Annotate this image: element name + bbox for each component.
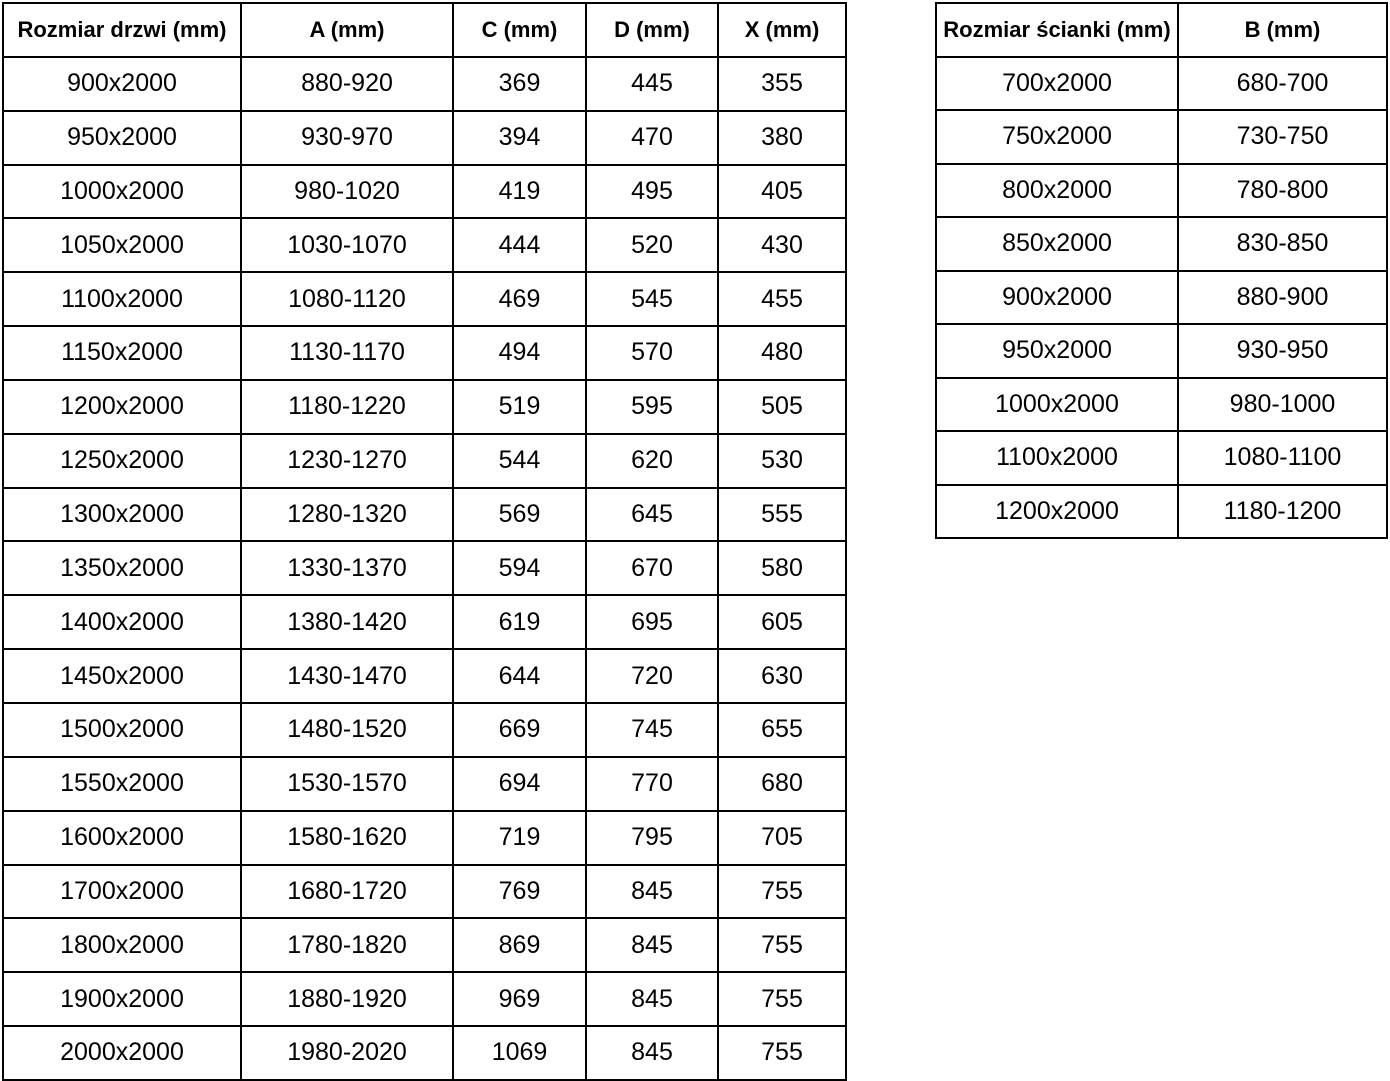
table-cell: 845 [586, 1026, 718, 1080]
table-cell: 745 [586, 703, 718, 757]
door-sizes-table [2, 2, 847, 1081]
table-cell: 800x2000 [936, 164, 1178, 218]
table-cell: 880-920 [241, 57, 453, 111]
table-cell: 755 [718, 918, 846, 972]
table-cell: 594 [453, 541, 586, 595]
table-cell: 1200x2000 [936, 485, 1178, 539]
table-cell: 619 [453, 595, 586, 649]
table-row [936, 217, 1387, 271]
table-cell: 1580-1620 [241, 811, 453, 865]
table-cell: 1069 [453, 1026, 586, 1080]
table-row [936, 431, 1387, 485]
table-cell: 980-1000 [1178, 378, 1387, 432]
table-cell: 369 [453, 57, 586, 111]
table-cell: 545 [586, 272, 718, 326]
column-header: X (mm) [718, 3, 846, 57]
table-row [936, 271, 1387, 325]
column-header: D (mm) [586, 3, 718, 57]
table-cell: 544 [453, 434, 586, 488]
table-cell: 555 [718, 488, 846, 542]
table-cell: 755 [718, 865, 846, 919]
table-cell: 845 [586, 918, 718, 972]
table-cell: 669 [453, 703, 586, 757]
table-cell: 845 [586, 865, 718, 919]
table-row [3, 918, 846, 972]
table-cell: 930-970 [241, 111, 453, 165]
table-cell: 980-1020 [241, 165, 453, 219]
table-cell: 830-850 [1178, 217, 1387, 271]
table-cell: 755 [718, 1026, 846, 1080]
door-table-header-row [3, 3, 846, 57]
table-cell: 1300x2000 [3, 488, 241, 542]
table-cell: 1150x2000 [3, 326, 241, 380]
table-row [3, 434, 846, 488]
table-cell: 1030-1070 [241, 218, 453, 272]
table-cell: 694 [453, 757, 586, 811]
table-cell: 1980-2020 [241, 1026, 453, 1080]
table-cell: 630 [718, 649, 846, 703]
table-cell: 969 [453, 972, 586, 1026]
table-cell: 1600x2000 [3, 811, 241, 865]
column-header: B (mm) [1178, 3, 1387, 57]
table-row [3, 57, 846, 111]
table-cell: 1350x2000 [3, 541, 241, 595]
table-row [936, 485, 1387, 539]
column-header: A (mm) [241, 3, 453, 57]
table-cell: 620 [586, 434, 718, 488]
table-row [936, 164, 1387, 218]
table-cell: 519 [453, 380, 586, 434]
table-cell: 1800x2000 [3, 918, 241, 972]
table-cell: 1000x2000 [3, 165, 241, 219]
table-row [3, 703, 846, 757]
table-row [3, 380, 846, 434]
table-cell: 1700x2000 [3, 865, 241, 919]
table-cell: 495 [586, 165, 718, 219]
table-row [3, 272, 846, 326]
table-cell: 380 [718, 111, 846, 165]
table-row [3, 1026, 846, 1080]
table-row [936, 324, 1387, 378]
table-cell: 494 [453, 326, 586, 380]
table-cell: 1330-1370 [241, 541, 453, 595]
table-row [3, 649, 846, 703]
table-row [3, 326, 846, 380]
table-cell: 1180-1200 [1178, 485, 1387, 539]
table-cell: 645 [586, 488, 718, 542]
table-cell: 950x2000 [3, 111, 241, 165]
table-cell: 455 [718, 272, 846, 326]
table-cell: 1450x2000 [3, 649, 241, 703]
table-cell: 1380-1420 [241, 595, 453, 649]
table-cell: 655 [718, 703, 846, 757]
table-cell: 430 [718, 218, 846, 272]
table-cell: 720 [586, 649, 718, 703]
table-cell: 1130-1170 [241, 326, 453, 380]
table-cell: 1180-1220 [241, 380, 453, 434]
wall-table-header-row [936, 3, 1387, 57]
table-cell: 755 [718, 972, 846, 1026]
table-cell: 1480-1520 [241, 703, 453, 757]
table-cell: 394 [453, 111, 586, 165]
table-cell: 1550x2000 [3, 757, 241, 811]
table-cell: 900x2000 [3, 57, 241, 111]
table-cell: 505 [718, 380, 846, 434]
table-cell: 1230-1270 [241, 434, 453, 488]
table-cell: 930-950 [1178, 324, 1387, 378]
table-cell: 1200x2000 [3, 380, 241, 434]
table-row [3, 541, 846, 595]
table-cell: 1430-1470 [241, 649, 453, 703]
table-cell: 1400x2000 [3, 595, 241, 649]
table-cell: 1780-1820 [241, 918, 453, 972]
table-cell: 680-700 [1178, 57, 1387, 111]
table-cell: 605 [718, 595, 846, 649]
table-cell: 1080-1100 [1178, 431, 1387, 485]
table-cell: 470 [586, 111, 718, 165]
table-cell: 705 [718, 811, 846, 865]
table-cell: 719 [453, 811, 586, 865]
table-cell: 444 [453, 218, 586, 272]
table-cell: 419 [453, 165, 586, 219]
table-cell: 670 [586, 541, 718, 595]
table-row [3, 111, 846, 165]
table-row [3, 488, 846, 542]
table-cell: 695 [586, 595, 718, 649]
table-cell: 900x2000 [936, 271, 1178, 325]
table-row [3, 165, 846, 219]
table-row [936, 110, 1387, 164]
table-cell: 480 [718, 326, 846, 380]
column-header: Rozmiar ścianki (mm) [936, 3, 1178, 57]
table-cell: 850x2000 [936, 217, 1178, 271]
table-cell: 1000x2000 [936, 378, 1178, 432]
column-header: Rozmiar drzwi (mm) [3, 3, 241, 57]
table-cell: 355 [718, 57, 846, 111]
table-cell: 569 [453, 488, 586, 542]
table-cell: 845 [586, 972, 718, 1026]
table-cell: 1900x2000 [3, 972, 241, 1026]
table-cell: 869 [453, 918, 586, 972]
table-cell: 1880-1920 [241, 972, 453, 1026]
table-cell: 1500x2000 [3, 703, 241, 757]
table-cell: 1280-1320 [241, 488, 453, 542]
wall-sizes-table [935, 2, 1388, 539]
table-cell: 469 [453, 272, 586, 326]
table-cell: 769 [453, 865, 586, 919]
table-cell: 795 [586, 811, 718, 865]
table-row [3, 811, 846, 865]
table-cell: 644 [453, 649, 586, 703]
table-cell: 520 [586, 218, 718, 272]
table-row [3, 757, 846, 811]
table-row [936, 57, 1387, 111]
table-cell: 1050x2000 [3, 218, 241, 272]
column-header: C (mm) [453, 3, 586, 57]
table-cell: 880-900 [1178, 271, 1387, 325]
table-row [3, 218, 846, 272]
table-cell: 1680-1720 [241, 865, 453, 919]
table-cell: 595 [586, 380, 718, 434]
table-cell: 1100x2000 [936, 431, 1178, 485]
table-cell: 580 [718, 541, 846, 595]
table-cell: 1100x2000 [3, 272, 241, 326]
table-cell: 530 [718, 434, 846, 488]
table-cell: 750x2000 [936, 110, 1178, 164]
table-cell: 780-800 [1178, 164, 1387, 218]
table-cell: 1530-1570 [241, 757, 453, 811]
table-row [3, 865, 846, 919]
table-cell: 570 [586, 326, 718, 380]
table-cell: 680 [718, 757, 846, 811]
table-row [3, 972, 846, 1026]
table-cell: 1080-1120 [241, 272, 453, 326]
table-cell: 770 [586, 757, 718, 811]
table-row [936, 378, 1387, 432]
table-cell: 445 [586, 57, 718, 111]
table-row [3, 595, 846, 649]
table-cell: 405 [718, 165, 846, 219]
table-cell: 700x2000 [936, 57, 1178, 111]
table-cell: 1250x2000 [3, 434, 241, 488]
table-cell: 950x2000 [936, 324, 1178, 378]
table-cell: 2000x2000 [3, 1026, 241, 1080]
table-cell: 730-750 [1178, 110, 1387, 164]
